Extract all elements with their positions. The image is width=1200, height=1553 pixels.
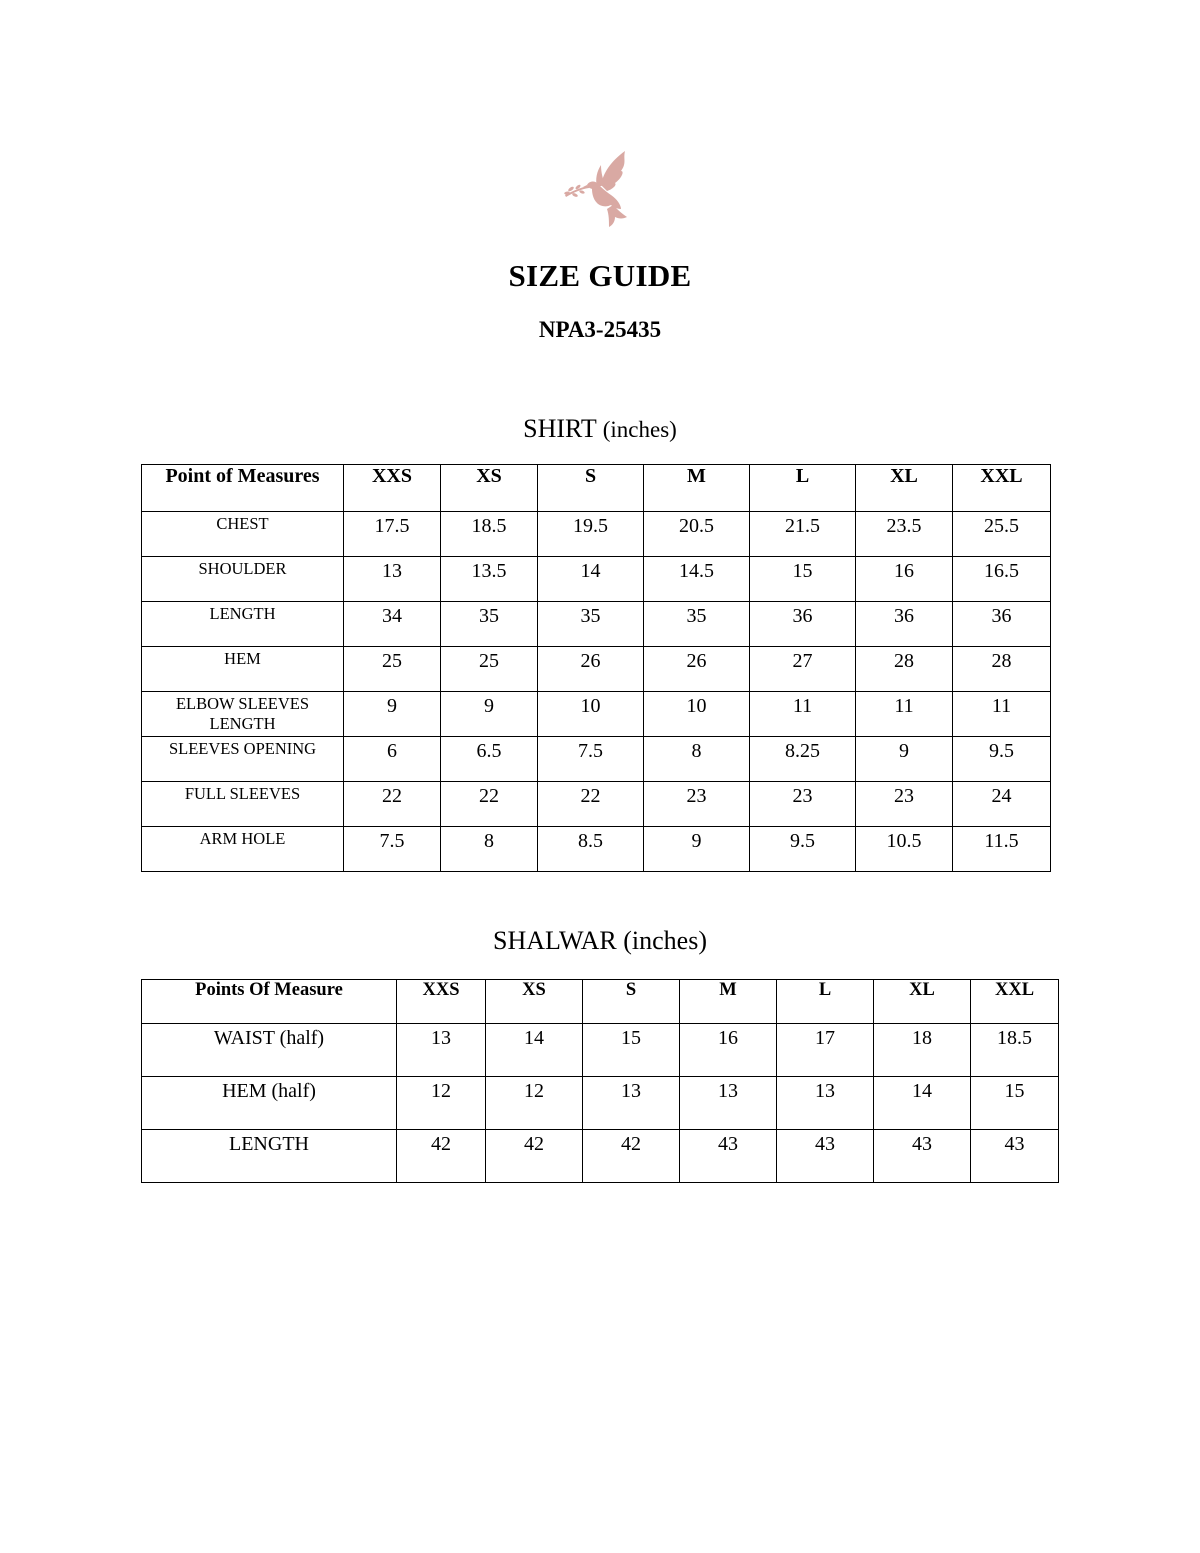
table-cell: 21.5 (750, 512, 856, 557)
table-cell: 12 (397, 1077, 486, 1130)
table-row (142, 602, 1051, 647)
table-cell: 15 (971, 1077, 1059, 1130)
table-cell: 16 (680, 1024, 777, 1077)
table-row (142, 557, 1051, 602)
table-cell: 15 (750, 557, 856, 602)
shalwar-section-heading: SHALWAR (inches) (493, 926, 707, 955)
table-cell: 43 (874, 1130, 971, 1183)
product-code: NPA3-25435 (538, 317, 662, 342)
row-label: LENGTH (142, 1130, 397, 1183)
column-header: M (644, 465, 750, 512)
table-cell: 14 (874, 1077, 971, 1130)
table-cell: 22 (441, 782, 538, 827)
table-header-row (142, 465, 1051, 512)
shalwar-size-table (141, 979, 1059, 1183)
column-header: XS (441, 465, 538, 512)
shirt-heading-unit: (inches) (602, 417, 677, 442)
table-cell: 10 (644, 692, 750, 737)
table-cell: 42 (583, 1130, 680, 1183)
table-cell: 28 (953, 647, 1051, 692)
table-cell: 13.5 (441, 557, 538, 602)
table-cell: 19.5 (538, 512, 644, 557)
table-row (142, 512, 1051, 557)
shirt-section-heading (0, 414, 1200, 444)
row-label: ELBOW SLEEVES LENGTH (142, 692, 344, 737)
table-cell: 8 (441, 827, 538, 872)
table-cell: 6 (344, 737, 441, 782)
brand-logo (555, 143, 645, 237)
table-cell: 36 (953, 602, 1051, 647)
row-label: SHOULDER (142, 557, 344, 602)
table-cell: 18 (874, 1024, 971, 1077)
table-cell: 42 (397, 1130, 486, 1183)
table-cell: 23 (750, 782, 856, 827)
table-cell: 36 (750, 602, 856, 647)
table-cell: 17 (777, 1024, 874, 1077)
table-cell: 13 (777, 1077, 874, 1130)
table-row (142, 1024, 1059, 1077)
table-cell: 23.5 (856, 512, 953, 557)
column-header: S (583, 980, 680, 1024)
table-cell: 20.5 (644, 512, 750, 557)
table-cell: 22 (538, 782, 644, 827)
table-cell: 14.5 (644, 557, 750, 602)
page-title: SIZE GUIDE (508, 258, 692, 293)
table-cell: 11.5 (953, 827, 1051, 872)
table-cell: 9 (856, 737, 953, 782)
table-cell: 23 (856, 782, 953, 827)
row-label: CHEST (142, 512, 344, 557)
column-header: S (538, 465, 644, 512)
table-cell: 14 (538, 557, 644, 602)
table-cell: 13 (680, 1077, 777, 1130)
table-cell: 35 (441, 602, 538, 647)
table-cell: 26 (644, 647, 750, 692)
column-header: XL (856, 465, 953, 512)
row-label: HEM (142, 647, 344, 692)
table-cell: 9 (441, 692, 538, 737)
table-cell: 36 (856, 602, 953, 647)
row-label: HEM (half) (142, 1077, 397, 1130)
table-cell: 13 (583, 1077, 680, 1130)
table-cell: 9 (344, 692, 441, 737)
table-cell: 24 (953, 782, 1051, 827)
table-row (142, 737, 1051, 782)
table-cell: 7.5 (344, 827, 441, 872)
table-cell: 18.5 (971, 1024, 1059, 1077)
column-header: XXL (953, 465, 1051, 512)
shirt-heading-title: SHIRT (523, 414, 597, 443)
row-label: WAIST (half) (142, 1024, 397, 1077)
row-label: ARM HOLE (142, 827, 344, 872)
column-header: XXL (971, 980, 1059, 1024)
table-cell: 8.5 (538, 827, 644, 872)
table-cell: 16.5 (953, 557, 1051, 602)
table-cell: 8.25 (750, 737, 856, 782)
table-header-row (142, 980, 1059, 1024)
table-cell: 35 (538, 602, 644, 647)
table-cell: 12 (486, 1077, 583, 1130)
table-cell: 25 (344, 647, 441, 692)
column-header: Points Of Measure (142, 980, 397, 1024)
column-header: XL (874, 980, 971, 1024)
table-cell: 13 (344, 557, 441, 602)
column-header: M (680, 980, 777, 1024)
row-label: FULL SLEEVES (142, 782, 344, 827)
column-header: XXS (344, 465, 441, 512)
row-label: SLEEVES OPENING (142, 737, 344, 782)
table-cell: 28 (856, 647, 953, 692)
table-cell: 11 (953, 692, 1051, 737)
table-row (142, 1077, 1059, 1130)
table-row (142, 1130, 1059, 1183)
table-cell: 22 (344, 782, 441, 827)
row-label: LENGTH (142, 602, 344, 647)
column-header: L (750, 465, 856, 512)
table-cell: 14 (486, 1024, 583, 1077)
table-cell: 9.5 (953, 737, 1051, 782)
table-cell: 8 (644, 737, 750, 782)
table-row (142, 827, 1051, 872)
table-cell: 25.5 (953, 512, 1051, 557)
table-cell: 9.5 (750, 827, 856, 872)
table-cell: 43 (680, 1130, 777, 1183)
table-row (142, 782, 1051, 827)
table-cell: 23 (644, 782, 750, 827)
table-cell: 15 (583, 1024, 680, 1077)
table-cell: 11 (750, 692, 856, 737)
table-cell: 43 (971, 1130, 1059, 1183)
table-cell: 26 (538, 647, 644, 692)
table-cell: 9 (644, 827, 750, 872)
dove-with-olive-branch-icon (555, 143, 645, 237)
table-cell: 27 (750, 647, 856, 692)
table-cell: 11 (856, 692, 953, 737)
column-header: XS (486, 980, 583, 1024)
table-cell: 35 (644, 602, 750, 647)
table-cell: 16 (856, 557, 953, 602)
table-cell: 6.5 (441, 737, 538, 782)
shirt-size-table (141, 464, 1051, 872)
column-header: L (777, 980, 874, 1024)
table-cell: 7.5 (538, 737, 644, 782)
column-header: Point of Measures (142, 465, 344, 512)
table-row (142, 692, 1051, 737)
table-cell: 13 (397, 1024, 486, 1077)
table-cell: 42 (486, 1130, 583, 1183)
table-row (142, 647, 1051, 692)
column-header: XXS (397, 980, 486, 1024)
table-cell: 25 (441, 647, 538, 692)
table-cell: 18.5 (441, 512, 538, 557)
table-cell: 10.5 (856, 827, 953, 872)
table-cell: 10 (538, 692, 644, 737)
table-cell: 17.5 (344, 512, 441, 557)
table-cell: 43 (777, 1130, 874, 1183)
table-cell: 34 (344, 602, 441, 647)
